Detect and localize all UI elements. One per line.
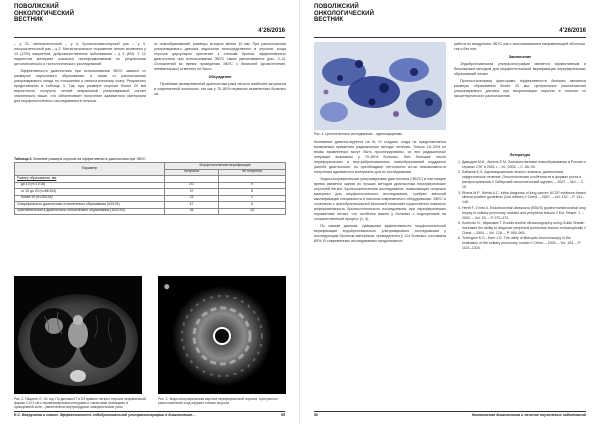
ultrasound-label-mark: ⬤ [164,284,170,290]
paragraph: Прогностическими факторами эффективности биопсии являются размеры образования более 20 мм, центральное расположение ультразвукового датчика при визуализации опухоли в отличие от эксцентрического расположения. [454,78,586,98]
cytology-image [314,42,446,130]
reference-item: 1. Давыдов М.И., Аксель Е.М. Злокачественные новообразования в России и странах СНГ в 2001 г. – М., 2003. – С. 85–99. [462,160,586,170]
issue-number: 4’26/2016 [258,28,285,34]
table-cell: 2/1 [165,182,219,189]
ct-scan-image [14,276,142,394]
table-cell: 8 [219,189,286,196]
table-header-no: не получена [219,169,286,176]
paragraph: Эндобронхиальная ультрасонография является эффективным и безопасным методом для морфологической верификации периферических образований легких. [454,62,586,77]
journal-title-line: ПОВОЛЖСКИЙ [14,4,59,10]
reference-item: 2. Бабаков Б.Х. Аденокарцинома легкого: клиника, диагностика, хирургическое лечение. Онкологические особенности в формах роста и распространения // Сибирский онкологический журнал. – 2007. – №1. – С. 15. [462,170,586,190]
reference-item: 3. Rivera M.P., Mehta A.C. Initial diagnosis of lung cancer: ACCP evidence-based clinical practice guidelines (2nd edition) // Chest. – 2007. – Vol. 132. – P. 131–148. [462,191,586,206]
journal-title [14,4,285,24]
references-list [454,160,586,251]
references [454,150,586,396]
table-cell: до 10 (n=17/18) [15,182,165,189]
paragraph: По нашим данным, суммарная эффективность морфологической верификации эндобронхиального ультразвукового исследования у последующим бронхом материала, проведенного у 114 больных, составила 80%. В современных исследованиях продолжается [314,223,446,243]
table-cell: 5 [219,202,286,209]
right-column-2 [454,42,586,142]
journal-title-line: ОНКОЛОГИЧЕСКИЙ [314,10,375,17]
table-cell: Размер образования, мм [15,176,165,183]
page-number: 56 [314,413,318,417]
right-footer [314,411,586,419]
footer-article-title: Е.С. Вахрушева и соавт. Эффективность эндобронхиальной ультрасонографии в диагностике… [14,413,196,417]
table-caption-text: Влияние размера опухоли на эффективность диагностики при ЭБУС [33,157,146,161]
results-table [14,162,286,215]
paragraph: Проблема своевременной диагностики рака легкого наиболее актуальна в современной онкологии, так как у 70–80% первично выявленных больных за- [154,82,286,97]
paragraph: Эффективность диагностики при использовании ЭБУС зависит от размеров опухолевого образования, а также от расположения ультразвукового зонда по отношению к патологическому очагу. Результаты представлены в таблице 3. Так, при размере опухоли более 20 мм вероятность получить четкий визуальный ультразвуковой сигнал значительно выше, что обеспечивает получение адекватного материала для морфологического исследования в отличие [14,68,146,104]
journal-title-line: ВЕСТНИК [14,17,44,24]
table-header-param: Параметр [15,163,165,176]
table-row [15,208,286,215]
endosonography-graphic [158,276,286,394]
table-cell: 34 [165,208,219,215]
section-heading-references: Литература [509,153,531,157]
cytology-graphic [314,42,446,130]
endosonography-image [158,276,286,394]
table-caption-label: Таблица 3. [14,157,33,161]
table-cell: 9 [219,182,286,189]
paragraph: – у 21, мелкоклеточный – у 4, бронхоальвеолярный рак – у 3, плоскоклеточный рак – у 2. Метастатическое поражение легких выявлено у 13 (12%) пациентов, доброкачественные заболевания – у 9 (8%). У 12 пациентов материал оказался неинформативным по результатам цитологического и гистологического исследований. [14,42,146,67]
journal-title-line: ПОВОЛЖСКИЙ [314,4,359,10]
reference-item: 5. Kurimoto N., Miyazawa T. Endobronchial ultrasonography using Guide Sheath increases the ability to diagnose peripheral pulmonary lesions endoscopically // Chest. – 2004. – Vol. 126. – P. 959–965. [462,221,586,236]
left-column-2 [154,42,286,154]
paragraph: Эндосонографическая ультразвуковая диагностика (ЭБУС) в настоящее время является одним из лучших методов диагностики периферических опухолей легких. Бронхоскопические исследования, позволяющие получать материал для морфологического исследования, требуют высокой квалификации специалиста и наличия современного оборудования. ЭБУС в сочетании с трансбронхиальной биопсией позволяет существенно повысить информативность бронхологического исследования при периферических поражениях легких, что особенно важно у больных с подозрением на злокачественный процесс (1, 4). [314,176,446,222]
table-cell: 14 [219,208,286,215]
paragraph: работа по внедрению ЭБУС как с использованием направляющей оболочки, так и без нее. [454,42,586,52]
ct-scan-graphic [14,276,142,394]
left-footer [14,411,285,419]
reference-item: 6. Torrington K.G., Kern J.D. The utility of fiberoptic bronchoscopy in the evaluation of the solitary pulmonary nodule // Chest. – 1993. – Vol. 104. – P. 1021–1024. [462,236,586,251]
fig2-caption: Рис. 2. Пациент Л., 61 год. По данным КТ в S3 правого легкого опухоль неправильной формы 2,2×3 см с неравномерными контурами и тяжистыми границами, в прикорневой зоне – увеличенные внутригрудные лимфатические узлы [14,397,146,410]
table-cell: более 20 (n=25/104) [15,195,165,202]
table-cell: Специфичность диагностики относительно образования (63/104) [15,202,165,209]
left-header [14,4,285,38]
footer-section-title: Комплексная диагностика и лечение опухолевых заболеваний [471,413,586,417]
issue-number: 4’26/2016 [559,28,586,34]
reference-item: 4. Herth F., Ernst A. Endobronchial ultrasound (EBUS) guided transbronchial lung biopsy in solitary pulmonary nodules and peripheral lesions // Eur. Respir. J. – 2002. – Vol. 20. – P. 972–974. [462,206,586,221]
table-cell: 23 [165,195,219,202]
journal-title [314,4,586,24]
fig4-caption: Рис. 4. Цитологическое исследование – аденокарцинома [314,132,403,136]
left-column-1 [14,42,146,154]
right-page [300,0,600,424]
table-cell: 37 [165,189,219,196]
table-header-yes: получена [165,169,219,176]
table-cell: 47 [165,202,219,209]
section-heading-conclusion: Заключение [508,55,532,60]
right-column-1 [314,140,446,394]
paragraph: от новообразований, размеры которых менее 10 мм. При расположении ультразвукового датчика эндоскопа непосредственно в опухоли, когда опухоль циркулярно прилегает к стенкам бронха, эффективность диагностики при использовании ЭБУС также увеличивается (рис. 2–4). Осложнений во время проведения ЭБУС с биопсией (кровотечение, пневмоторакс) отмечено не было. [154,42,286,72]
journal-title-line: ОНКОЛОГИЧЕСКИЙ [14,10,75,17]
section-heading-discussion: Обсуждение [208,75,232,80]
table-caption [14,157,286,161]
table-cell: от 10 до 20 (n=48/104) [15,189,165,196]
table-cell: 2 [219,195,286,202]
right-header [314,4,586,38]
page-number: 55 [281,413,285,417]
table-header-group: Морфологическая верификация [165,163,286,170]
paragraph: болевание диагностируется на III, IV стадиях, когда не представляется возможным применять радикальные методы лечения. Только 15–20% из вновь выявленных могут быть прооперированы, из них радикальные операции возможны у 70–80% больных. Все большее число периферических и внутрибронхиальных новообразований поддается ранней диагностике, но преобладают неточности из-за невозможности получения адекватного материала для их исследования. [314,140,446,175]
fig3-caption: Рис. 3. Эндосонографическая картина периферической опухоли. Центрально расположенный зонд окружен тканью опухоли [158,397,278,406]
table-cell: Чувствительность диагностики относительно образования (104/104) [15,208,165,215]
journal-title-line: ВЕСТНИК [314,17,344,24]
